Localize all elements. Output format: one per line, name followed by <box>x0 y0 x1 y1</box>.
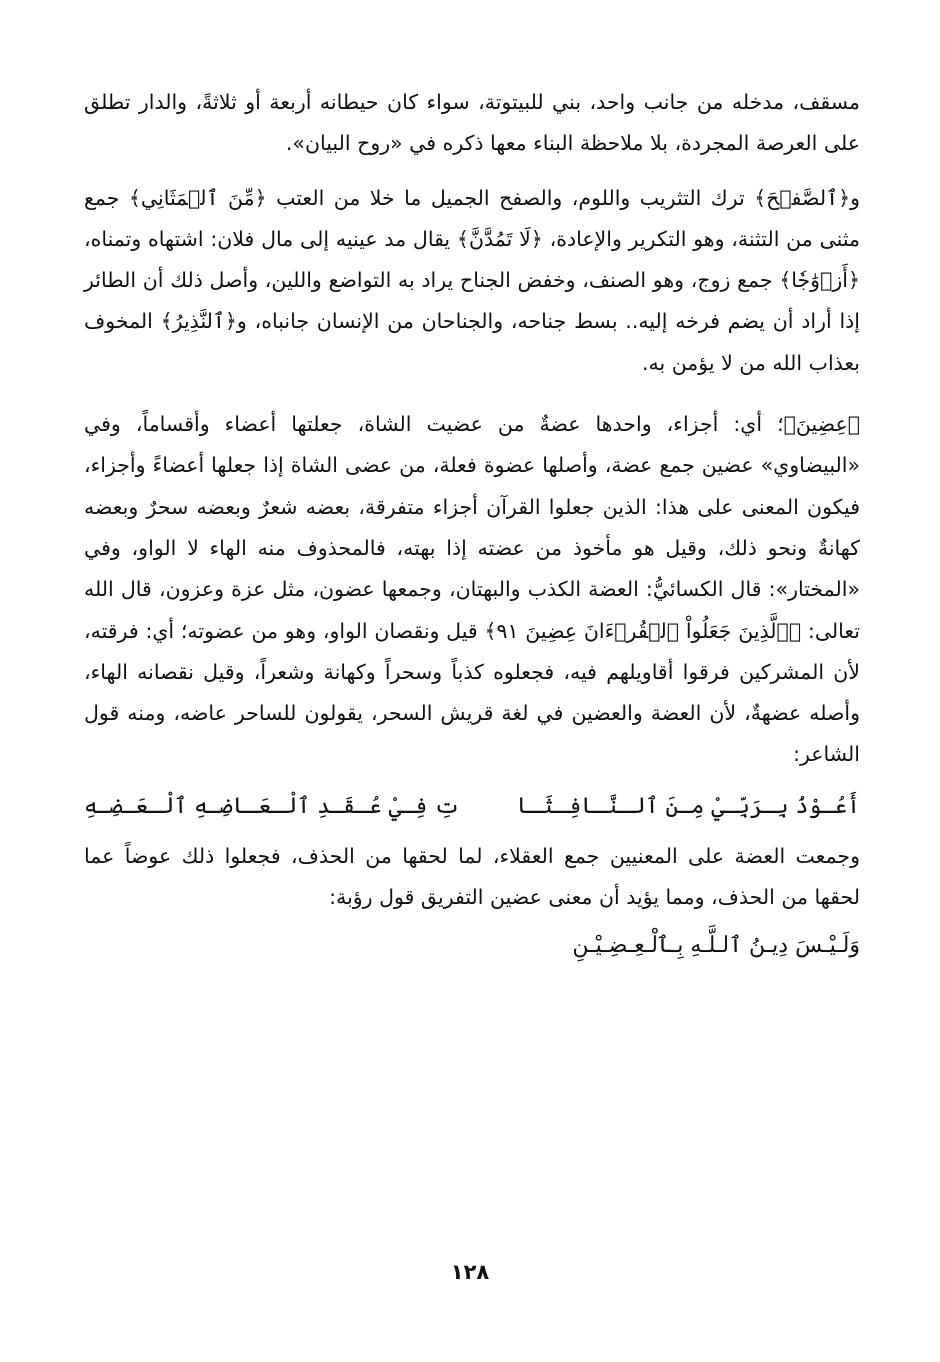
ruba-verse: وَلَـيْـسَ دِيـنُ ٱلـلَّـهِ بِـٱلْـعِـضِـيْـنِ <box>572 933 860 959</box>
paragraph-plural-note: وجمعت العضة على المعنيين جمع العقلاء، لما لحقها من الحذف، فجعلوا ذلك عوضاً عما لحقها من الحذف، ومما يؤيد أن معنى عضين التفريق قول رؤبة: <box>84 843 860 910</box>
poetry-verse <box>84 788 860 826</box>
paragraph-vocabulary-notes: و﴿ٱلصَّفۡحَ﴾ ترك التثريب واللوم، والصفح الجميل ما خلا من العتب ﴿مِّنَ ٱلۡمَثَانِي﴾ جمع مثنى من التثنة، وهو التكرير والإعادة، ﴿لَا تَمُدَّنَّ﴾ يقال مد عينيه إلى مال فلان: اشتهاه وتمناه، ﴿أَزۡوَٰجٗا﴾ جمع زوج، وهو الصنف، وخفض الجناح يراد به التواضع واللين، وأصل ذلك أن الطائر إذا أراد أن يضم فرخه إليه.. بسط جناحه، والجناحان من الإنسان جانباه، و﴿ٱلنَّذِيرُ﴾ المخوف بعذاب الله من لا يؤمن به. <box>84 185 860 375</box>
verse-second-hemistich: تِ فِـيْ عُـقَـدِ ٱلْـعَـاضِـهِ ٱلْـعَـضِـهِ <box>84 793 461 819</box>
paragraph-house-definition: مسقف، مدخله من جانب واحد، بني للبيتوتة، سواء كان حيطانه أربعة أو ثلاثةً، والدار تطلق على العرصة المجردة، بلا ملاحظة البناء معها ذكره في «روح البيان». <box>84 90 860 156</box>
verse-first-hemistich: أَعُـوْذُ بِـرَبِّـيْ مِـنَ ٱلـنَّـافِـثَـا <box>516 793 860 819</box>
document-page <box>84 82 860 966</box>
paragraph-idin-explanation: ﴿عِضِينَ﴾؛ أي: أجزاء، واحدها عضةٌ من عضيت الشاة، جعلتها أعضاء وأقساماً، وفي «البيضاوي» عضين جمع عضة، وأصلها عضوة فعلة، من عضى الشاة إذا جعلها أعضاءً وأجزاء، فيكون المعنى على هذا: الذين جعلوا القرآن أجزاء متفرقة، بعضه شعرٌ وبعضه سحرٌ وبعضه كهانةٌ ونحو ذلك، وقيل هو مأخوذ من عضته إذا بهته، فالمحذوف منه الهاء لا الواو، وفي «المختار»: قال الكسائيُّ: العضة الكذب والبهتان، وجمعها عضون، مثل عزة وعزون، قال الله تعالى: ﴿ٱلَّذِينَ جَعَلُواْ ٱلۡقُرۡءَانَ عِضِينَ ٩١﴾ قيل ونقصان الواو، وهو من عضوته؛ أي: فرقته، لأن المشركين فرقوا أقاويلهم فيه، فجعلوه كذباً وسحراً وكهانة وشعراً، وقيل نقصانه الهاء، وأصله عضهةٌ، لأن العضة والعضين في لغة قريش السحر، يقولون للساحر عاضه، ومنه قول الشاعر: <box>84 412 860 767</box>
page-number: ١٢٨ <box>450 1260 490 1284</box>
